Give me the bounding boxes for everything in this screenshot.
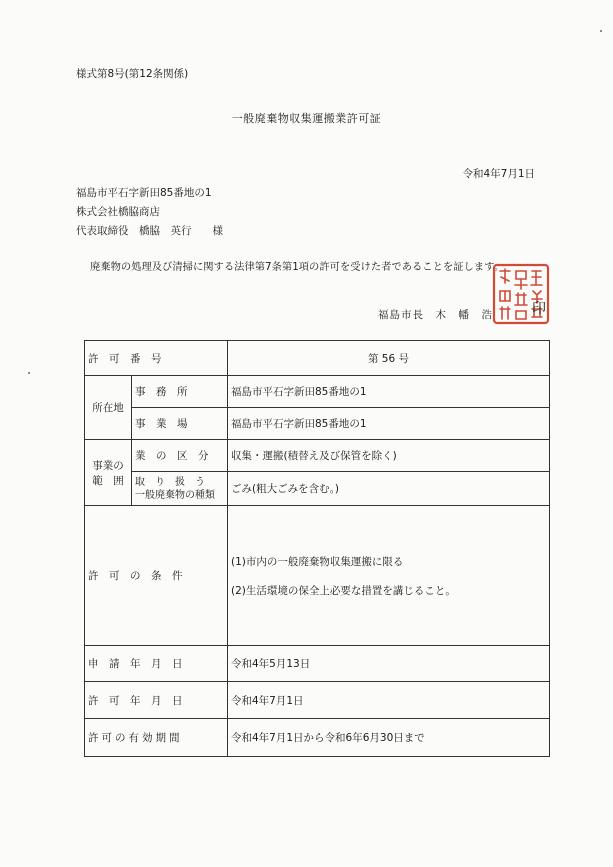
application-date-label: 申 請 年 月 日 (85, 646, 228, 682)
waste-type-label-line-1: 取 り 扱 う (135, 476, 205, 488)
table-row (85, 719, 550, 757)
waste-type-label (132, 472, 228, 506)
recipient-representative: 代表取締役 橋脇 英行 様 (76, 225, 223, 237)
seal-mark-text: 印 (532, 301, 546, 317)
permit-date-label: 許 可 年 月 日 (85, 682, 228, 719)
scope-label-line-2: 範 囲 (92, 474, 124, 487)
waste-type-value: ごみ(粗大ごみを含む。) (228, 472, 550, 506)
table-row (85, 472, 550, 506)
issuer-name: 福島市長 木 幡 浩 (378, 309, 493, 321)
site-value: 福島市平石字新田85番地の1 (228, 408, 550, 440)
scan-speck (600, 30, 602, 32)
condition-1: (1)市内の一般廃棄物収集運搬に限る (231, 555, 404, 568)
conditions-label: 許 可 の 条 件 (85, 506, 228, 646)
conditions-value (228, 506, 550, 646)
table-row (85, 341, 550, 376)
table-row (85, 682, 550, 719)
seal-text: 福島市長之印 (521, 323, 527, 324)
recipient-company: 株式会社橋脇商店 (76, 206, 160, 218)
table-row (85, 408, 550, 440)
location-label: 所在地 (85, 376, 132, 440)
scope-label (85, 440, 132, 506)
permit-number-label: 許 可 番 号 (85, 341, 228, 376)
scope-label-line-1: 事業の (92, 459, 124, 472)
category-label: 業 の 区 分 (132, 440, 228, 472)
form-number: 様式第8号(第12条関係) (76, 68, 189, 80)
validity-label: 許可の有効期間 (85, 719, 228, 757)
document-title: 一般廃棄物収集運搬業許可証 (231, 112, 382, 125)
permit-table (84, 340, 550, 757)
table-row (85, 440, 550, 472)
permit-number-value: 第 56 号 (228, 341, 550, 376)
table-row (85, 646, 550, 682)
issue-date: 令和4年7月1日 (462, 168, 535, 180)
site-label: 事 業 場 (132, 408, 228, 440)
office-label: 事 務 所 (132, 376, 228, 408)
condition-2: (2)生活環境の保全上必要な措置を講じること。 (231, 584, 456, 597)
office-value: 福島市平石字新田85番地の1 (228, 376, 550, 408)
application-date-value: 令和4年5月13日 (228, 646, 550, 682)
validity-value: 令和4年7月1日から令和6年6月30日まで (228, 719, 550, 757)
scan-speck (28, 372, 30, 374)
official-seal (492, 263, 550, 325)
waste-type-label-line-2: 一般廃棄物の種類 (135, 489, 215, 501)
category-value: 収集・運搬(積替え及び保管を除く) (228, 440, 550, 472)
table-row (85, 376, 550, 408)
recipient-address: 福島市平石字新田85番地の1 (76, 187, 212, 199)
permit-date-value: 令和4年7月1日 (228, 682, 550, 719)
certification-text: 廃棄物の処理及び清掃に関する法律第7条第1項の許可を受けた者であることを証します。 (90, 261, 504, 273)
table-row (85, 506, 550, 646)
